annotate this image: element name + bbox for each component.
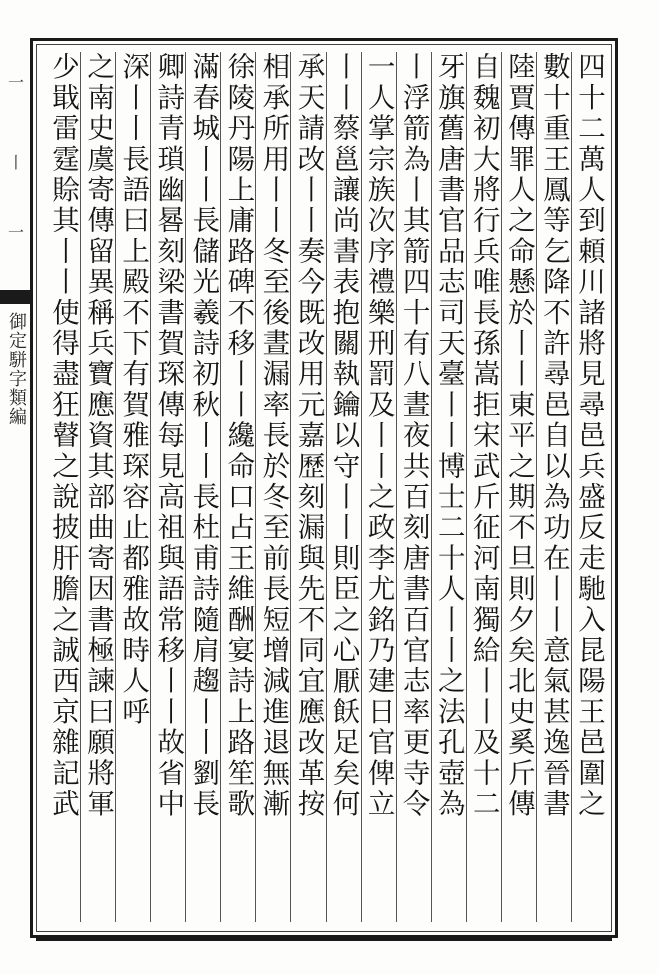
column-text: 牙旗舊唐書官品志司天臺丨丨博士二十人丨丨之法孔壺為	[432, 52, 465, 820]
text-column-5	[431, 52, 466, 922]
column-text: 深丨丨長語曰上殿不下有賀雅琛容止都雅故時人呼	[117, 52, 150, 728]
text-column-8	[326, 52, 361, 922]
page-bottom-rule	[36, 938, 612, 941]
column-text: 少戢雷霆賒其丨丨使得盡狂瞽之說披肝膽之誠西京雜記武	[47, 52, 80, 820]
text-columns	[46, 52, 606, 922]
text-column-2	[536, 52, 571, 922]
column-text: 承天請改丨丨奏今既改用元嘉歷刻漏與先不同宜應改革按	[292, 52, 325, 820]
column-text: 卿詩青瑣幽晷刻梁書賀琛傳每見高祖與語常移丨丨故省中	[152, 52, 185, 820]
column-text: 四十二萬人到頼川諸將見尋邑兵盛反走馳入昆陽王邑圍之	[572, 52, 605, 820]
column-text: 滿春城丨丨長儲光羲詩初秋丨丨長杜甫詩隨肩趨丨丨劉長	[187, 52, 220, 820]
text-column-10	[255, 52, 290, 922]
text-column-9	[290, 52, 325, 922]
text-column-13	[150, 52, 185, 922]
column-text: 相承所用丨丨冬至後晝漏率長於冬至前長短增減進退無漸	[257, 52, 290, 820]
margin-fishtail-mark	[0, 290, 30, 304]
column-text: 自魏初大將行兵唯長孫嵩拒宋武斤征河南獨給丨丨及十二	[467, 52, 500, 820]
column-text: 數十重王鳳等乞降不許尋邑自以為功在丨丨意氣甚逸晉書	[537, 52, 570, 820]
text-column-14	[115, 52, 150, 922]
text-column-1	[571, 52, 606, 922]
column-text: 丨丨蔡邕讓尚書表抱關執鑰以守丨丨則臣之心厭飫足矣何	[327, 52, 360, 820]
text-column-3	[501, 52, 536, 922]
column-text: 一人掌宗族次序禮樂刑罰及丨丨之政李尤銘乃建日官俾立	[362, 52, 395, 820]
text-column-4	[466, 52, 501, 922]
text-column-6	[396, 52, 431, 922]
margin-fragment: 一	[7, 73, 24, 92]
page-margin	[0, 0, 32, 974]
text-column-15	[80, 52, 115, 922]
text-column-7	[361, 52, 396, 922]
column-text: 徐陵丹陽上庸路碑不移丨丨纔命口占王維酬宴詩上路笙歌	[222, 52, 255, 820]
margin-fragment: 丨	[7, 153, 24, 172]
column-text: 丨浮箭為丨其箭四十有八晝夜共百刻唐書百官志率更寺令	[397, 52, 430, 820]
text-column-11	[220, 52, 255, 922]
column-text: 陸賈傳罪人之命懸於丨丨東平之期不旦則夕矣北史奚斤傳	[502, 52, 535, 820]
column-text: 之南史虞寄傳留異稱兵寶應資其部曲寄因書極諫曰願將軍	[82, 52, 115, 820]
margin-book-title: 御定駢字類編	[6, 312, 27, 426]
text-column-12	[185, 52, 220, 922]
text-column-16	[46, 52, 80, 922]
margin-fragment: 一	[7, 223, 24, 242]
